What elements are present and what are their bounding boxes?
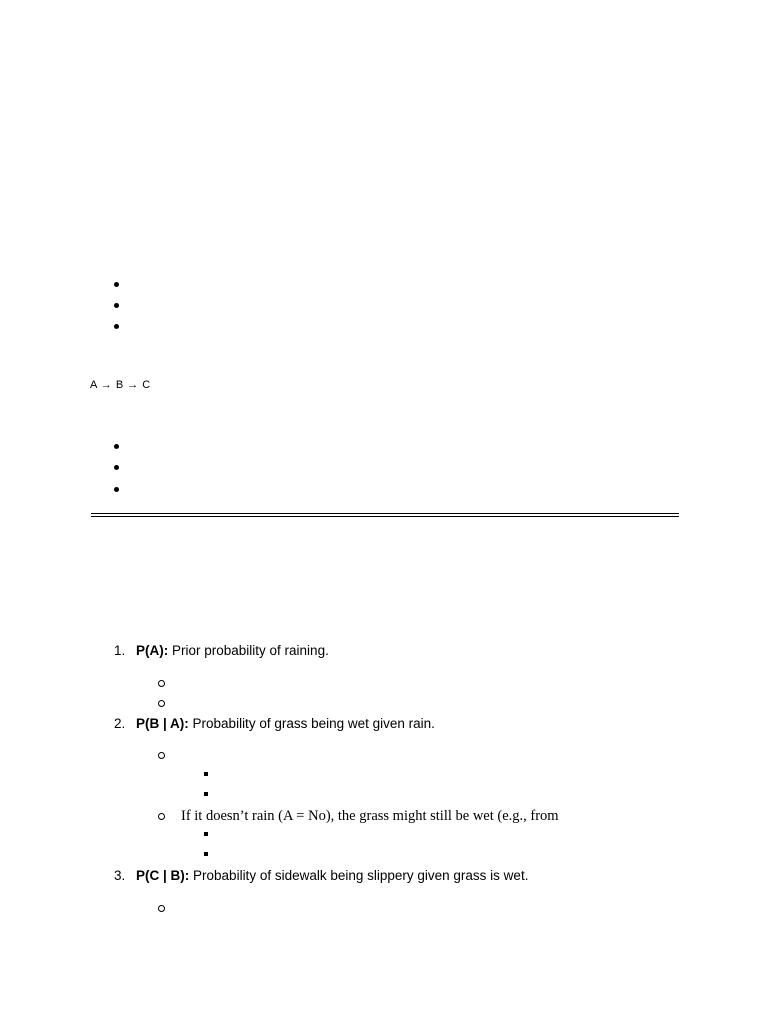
item-label: P(A): [136, 643, 169, 658]
item-description: Probability of grass being wet given rain. [188, 716, 435, 731]
item-number: 2. [114, 716, 126, 731]
sub-sub-bullet-marker [204, 772, 208, 776]
causal-chain-text: A → B → C [90, 379, 151, 391]
bullet-marker [114, 487, 119, 492]
sub-bullet-marker [158, 700, 165, 707]
item-text [136, 643, 329, 659]
sub-sub-bullet-marker [204, 792, 208, 796]
item-label: P(C | B): [136, 868, 190, 883]
bullet-marker [114, 465, 119, 470]
sub-bullet-marker [158, 680, 165, 687]
item-number: 1. [114, 643, 126, 658]
bullet-marker [114, 324, 119, 329]
divider-line [91, 513, 679, 514]
no-rain-text: If it doesn’t rain (A = No), the grass might still be wet (e.g., from [181, 808, 559, 824]
item-text [136, 716, 435, 732]
item-text [136, 868, 528, 884]
item-description: Prior probability of raining. [168, 643, 329, 658]
item-description: Probability of sidewalk being slippery given grass is wet. [189, 868, 529, 883]
divider-line [91, 516, 679, 517]
sub-bullet-marker [158, 813, 165, 820]
sub-bullet-marker [158, 905, 165, 912]
item-number: 3. [114, 868, 126, 883]
bullet-marker [114, 303, 119, 308]
sub-sub-bullet-marker [204, 832, 208, 836]
bullet-marker [114, 282, 119, 287]
sub-bullet-marker [158, 752, 165, 759]
sub-sub-bullet-marker [204, 852, 208, 856]
bullet-marker [114, 444, 119, 449]
item-label: P(B | A): [136, 716, 189, 731]
